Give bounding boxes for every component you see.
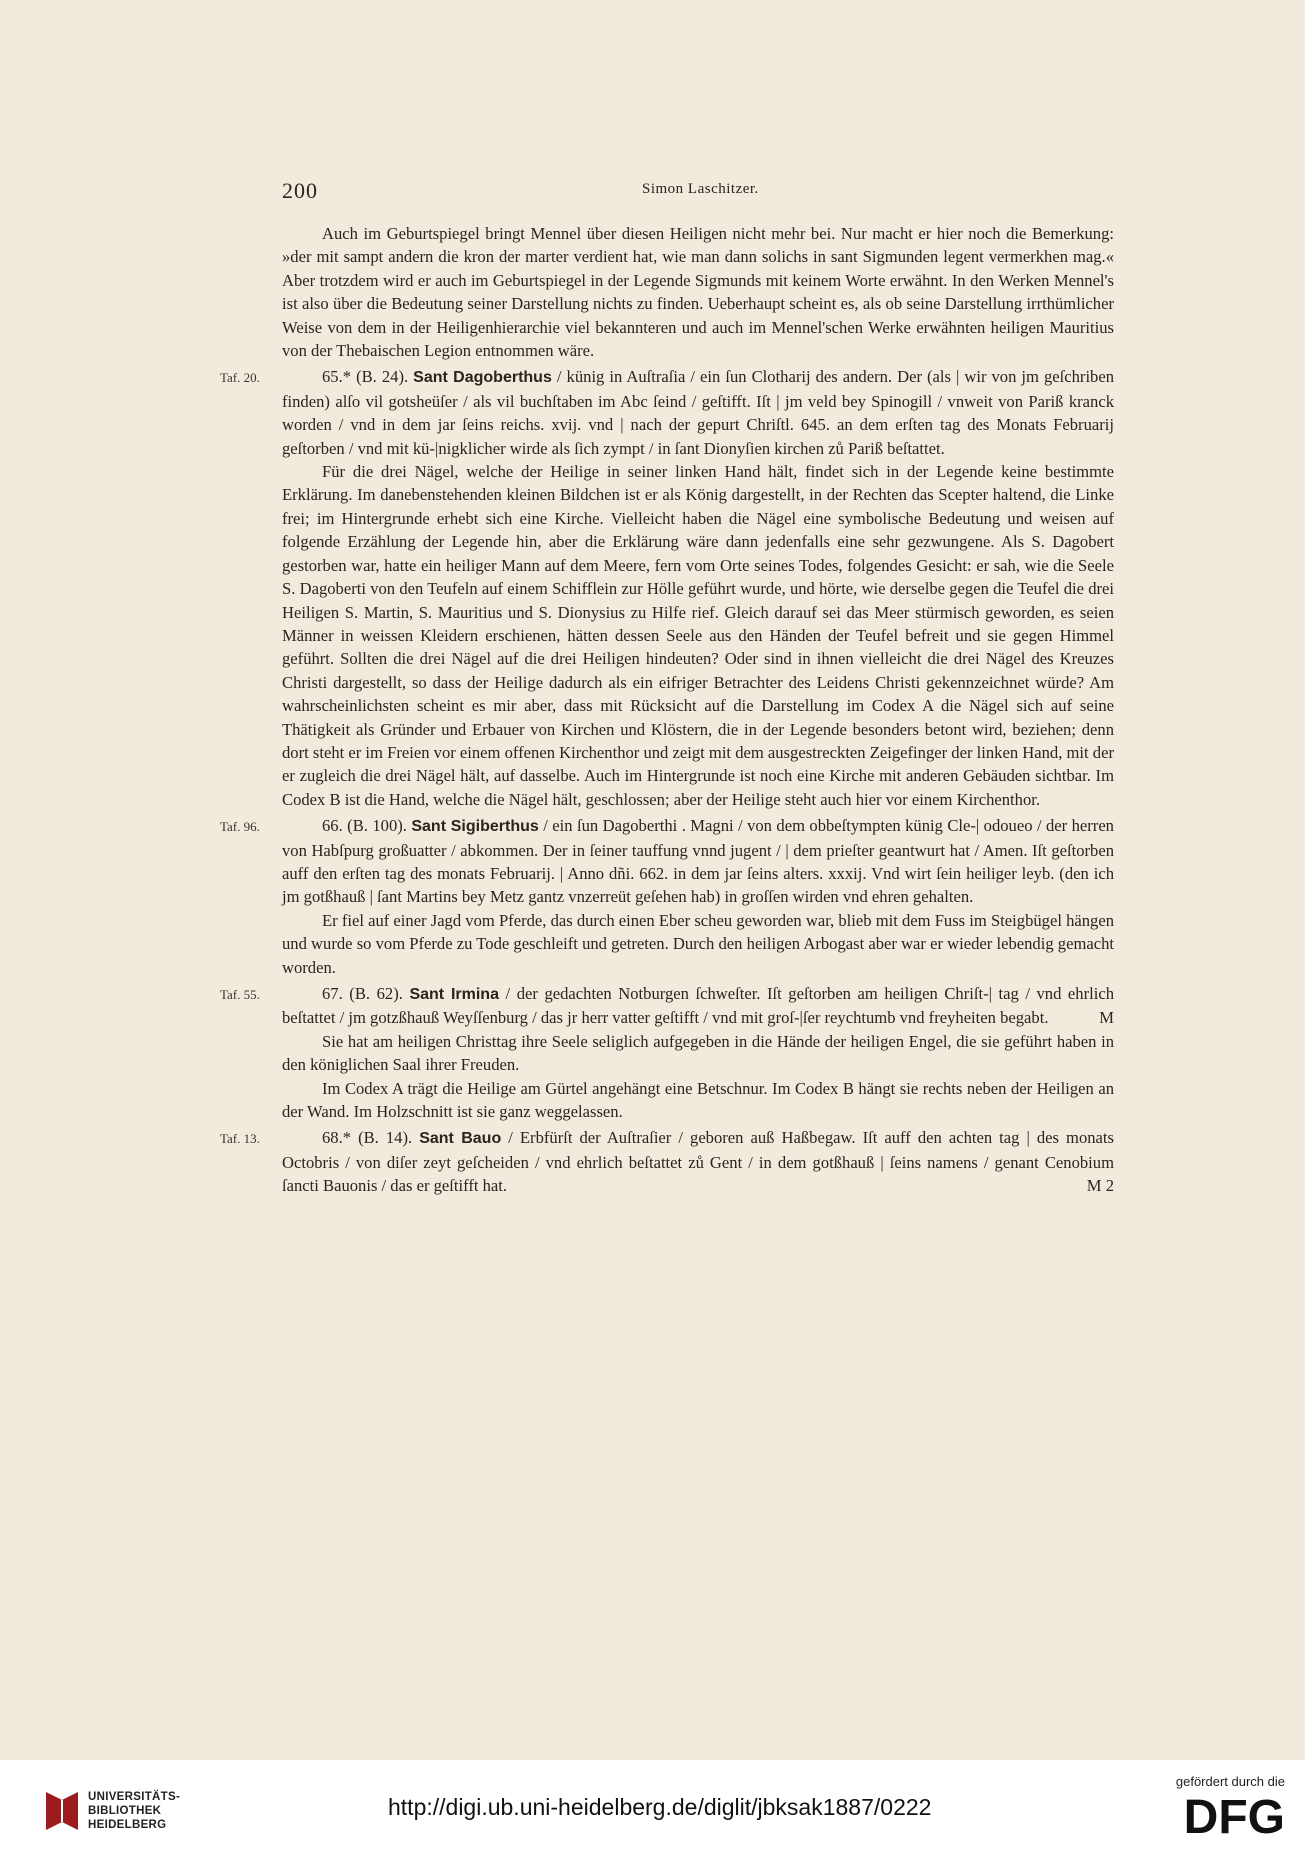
- plate-reference: Taf. 13.: [220, 1131, 260, 1147]
- entry-quote-text: / Erbfürſt der Auſtraſier / geboren auß Haßbegaw. Iſt auff den achten tag | des monats Octobris / von diſer zeyt geſcheiden / vnd ehrlich beſtattet zů Gent / in dem gotßhauß | ſeins namens / genant Cenobium ſancti Bauonis / das er geſtifft hat.: [282, 1128, 1114, 1196]
- library-name: UNIVERSITÄTS- BIBLIOTHEK HEIDELBERG: [88, 1791, 181, 1831]
- catalogue-entry: [220, 1126, 1114, 1197]
- dfg-logo[interactable]: [1155, 1774, 1285, 1854]
- catalogue-entry: [220, 982, 1114, 1123]
- running-title: Simon Laschitzer.: [642, 181, 759, 197]
- entry-number: 68.* (B. 14).: [322, 1128, 413, 1148]
- plate-reference: Taf. 55.: [220, 987, 260, 1002]
- entry-quote-text: / der gedachten Notburgen ſchweſter. Iſt geſtorben am heiligen Chriſt-| tag / vnd ehrlich beſtattet / jm gotzßhauß Weyſſenburg / das jr herr vatter geſtifft / vnd mit groſ-|ſer reychtumb vnd freyheiten begabt.: [282, 984, 1114, 1028]
- svg-text:DFG: DFG: [1183, 1793, 1285, 1837]
- page-number: 200: [282, 178, 318, 203]
- page-body: [220, 222, 1115, 1198]
- funding-label: gefördert durch die: [1175, 1774, 1285, 1789]
- saint-name: Sant Sigiberthus: [411, 818, 539, 836]
- entries-list: [220, 365, 1115, 1197]
- entry-quote: [282, 1126, 1114, 1197]
- saint-name: Sant Bauo: [419, 1130, 502, 1148]
- dfg-logo-icon: [1167, 1793, 1285, 1837]
- commentary-paragraph: Für die drei Nägel, welche der Heilige in seiner linken Hand hält, findet sich in der Legende keine bestimmte Erklärung. Im danebenstehenden kleinen Bildchen ist er als König dargestellt, in der Rechten das Scepter haltend, die Linke frei; im Hintergrunde erhebt sich eine Kirche. Vielleicht haben die Nägel eine symbolische Bedeutung und weisen auf folgende Erzählung der Legende hin, aber die Erklärung wäre dann jedenfalls eine sehr gezwungene. Als S. Dagobert gestorben war, hatte ein heiliger Mann auf dem Meere, fern vom Orte seines Todes, folgendes Gesicht: er sah, wie die Seele S. Dagoberti von den Teufeln auf einem Schifflein zur Hölle geführt wurde, und hörte, wie derselbe gegen die Teufel die drei Heiligen S. Martin, S. Mauritius und S. Dionysius zu Hilfe rief. Gleich darauf sei das Meer stürmisch geworden, es seien Männer in weissen Kleidern erschienen, hätten dessen Seele aus den Händen der Teufel befreit und sie gegen Himmel geführt. Sollten die drei Nägel auf die drei Heiligen hindeuten? Oder sind in ihnen vielleicht die drei Nägel des Kreuzes Christi dargestellt, so dass der Heilige dadurch als ein eifriger Betrachter des Leidens Christi gekennzeichnet würde? Am wahrscheinlichsten scheint es mir aber, dass mit Rücksicht auf die Darstellung im Codex A die Nägel sich auf seine Thätigkeit als Gründer und Erbauer von Kirchen und Klöstern, die in der Legende besonders betont wird, beziehen; denn dort steht er im Freien vor einem offenen Kirchenthor und zeigt mit dem ausgestreckten Zeigefinger der linken Hand, mit der er zugleich die drei Nägel hält, auf dasselbe. Auch im Hintergrunde ist noch eine Kirche mit anderen Gebäuden sichtbar. Im Codex B ist die Hand, welche die Nägel hält, geschlossen; aber der Heilige steht auch hier vor einem Kirchenthor.: [282, 462, 1114, 809]
- university-library-logo[interactable]: [42, 1788, 182, 1836]
- entry-number: 65.* (B. 24).: [322, 367, 409, 387]
- entry-number: 67. (B. 62).: [322, 984, 403, 1003]
- signature-mark: M 2: [1086, 1176, 1114, 1196]
- entry-quote-text: / künig in Auſtraſia / ein ſun Clotharij des andern. Der (als | wir von jm geſchriben finden) alſo vil gotsheüſer / als vil buchſtaben im Abc ſeind / geſtifft. Iſt | jm veld bey Spinogill / vnweit von Pariß kranck worden / vnd in dem jar ſeins reichs. xvij. vnd | nach der gepurt Chriſtl. 645. an dem erſten tag des Monats Februarij geſtorben / vnd mit kü-|nigklicher wirde als ſich zympt / in ſant Dionyſien kirchen zů Pariß beſtattet.: [282, 367, 1115, 458]
- entry-quote-text: / ein ſun Dagoberthi . Magni / von dem obbeſtympten künig Cle-| odoueo / der herren von Habſpurg großuatter / abkommen. Der in ſeiner tauffung vnnd jugent / | dem prieſter geantwurt hat / Amen. Iſt geſtorben auff den erſten tag des monats Februarij. | Anno dñi. 662. in dem jar ſeins alters. xxxij. Vnd wirt ſein heiliger leyb. (den ich jm gotßhauß | ſant Martins bey Metz gantz vnzerreüt geſehen hab) in groſſen wirden vnd ehren gehalten.: [282, 816, 1114, 907]
- entry-number: 66. (B. 100).: [322, 816, 407, 836]
- commentary-paragraph: Er fiel auf einer Jagd vom Pferde, das durch einen Eber scheu geworden war, blieb mit dem Fuss im Steigbügel hängen und wurde so vom Pferde zu Tode geschleift und getreten. Durch den heiligen Arbogast aber war er wieder lebendig gemacht worden.: [282, 910, 1114, 977]
- page-url-link[interactable]: http://digi.ub.uni-heidelberg.de/diglit/jbksak1887/0222: [388, 1794, 932, 1820]
- intro-paragraph: Auch im Geburtspiegel bringt Mennel über diesen Heiligen nicht mehr bei. Nur macht er hier noch die Bemerkung: »der mit sampt andern die kron der marter verdient hat, wie man dann solichs in sant Sigmunden legent vermerkhen mag.« Aber trotzdem wird er auch im Geburtspiegel in der Legende Sigmunds mit keinem Worte erwähnt. In den Werken Mennel's ist also über die Bedeutung seiner Darstellung nichts zu finden. Ueberhaupt scheint es, als ob seine Darstellung irrthümlicher Weise von dem in der Heiligenhierarchie viel bekannteren und auch im Mennel'schen Werke erwähnten heiligen Mauritius von der Thebaischen Legion entnommen wäre.: [282, 224, 1114, 361]
- commentary-paragraph: Sie hat am heiligen Christtag ihre Seele seliglich aufgegeben in die Hände der heiligen Engel, die sie geführt haben in den königlichen Saal ihrer Freuden.: [282, 1031, 1114, 1075]
- saint-name: Sant Dagoberthus: [413, 369, 552, 387]
- catalogue-entry: [220, 365, 1115, 811]
- signature-mark: M: [1099, 1008, 1114, 1028]
- catalogue-entry: [220, 814, 1114, 979]
- entry-quote: [282, 982, 1114, 1030]
- viewer-footer: [0, 1760, 1305, 1862]
- commentary-paragraph: Im Codex A trägt die Heilige am Gürtel angehängt eine Betschnur. Im Codex B hängt sie rechts neben der Heiligen an der Wand. Im Holzschnitt ist sie ganz weggelassen.: [282, 1078, 1114, 1122]
- saint-name: Sant Irmina: [409, 986, 499, 1003]
- entry-quote: [282, 365, 1114, 460]
- library-mark-icon: [42, 1788, 82, 1834]
- plate-reference: Taf. 96.: [220, 819, 260, 835]
- entry-quote: [282, 814, 1114, 909]
- page-header: [282, 178, 1114, 208]
- plate-reference: Taf. 20.: [220, 370, 260, 386]
